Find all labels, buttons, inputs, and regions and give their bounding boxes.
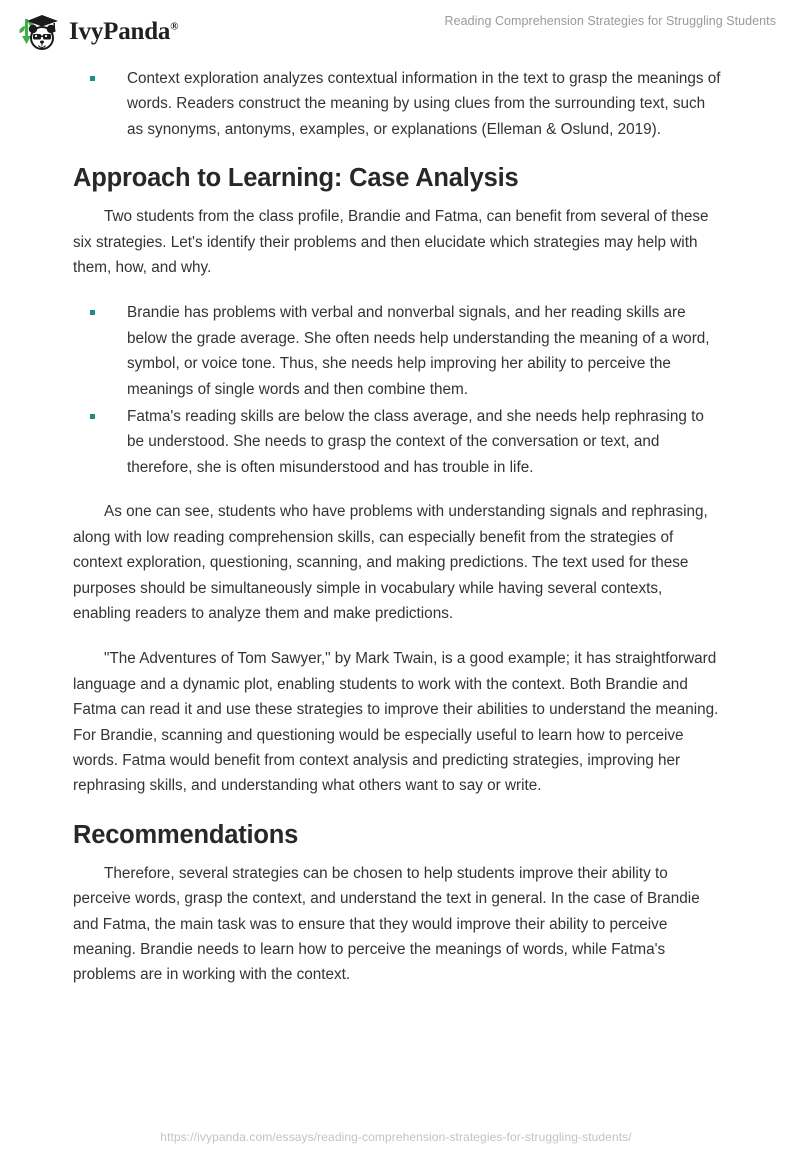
spacer <box>73 288 721 300</box>
top-bullet-list <box>73 66 721 142</box>
bullet-marker-icon <box>90 310 95 315</box>
brand-name <box>69 18 178 46</box>
document-title: Reading Comprehension Strategies for Struggling Students <box>444 14 776 28</box>
brand-logo-link[interactable] <box>16 11 178 53</box>
paragraph-tom-sawyer: "The Adventures of Tom Sawyer," by Mark Twain, is a good example; it has straightforward language and a dynamic plot, enabling students to work with the context. Both Brandie and Fatma can read it and use these strategies to improve their abilities to understand the meaning. For Brandie, scanning and questioning would be especially useful to learn how to perceive words. Fatma would benefit from context analysis and predicting strategies, improving her rephrasing skills, and understanding what others want to say or write. <box>73 650 719 795</box>
brand-name-text: IvyPanda <box>69 18 171 45</box>
footer-source-url[interactable]: https://ivypanda.com/essays/reading-comprehension-strategies-for-struggling-students/ <box>160 1130 632 1144</box>
list-item-text: Brandie has problems with verbal and nonverbal signals, and her reading skills are below the grade average. She often needs help understanding the meaning of a word, symbol, or voice tone. Thus, she needs help improving her ability to perceive the meanings of single words and then combine them. <box>127 304 710 398</box>
page-footer <box>0 1128 800 1146</box>
paragraph-recommendations: Therefore, several strategies can be chosen to help students improve their ability to perceive words, grasp the context, and understand the text in general. In the case of Brandie and Fatma, the main task was to ensure that they would improve their ability to perceive meaning. Brandie needs to learn how to perceive the meanings of words, while Fatma's problems are in working with the context. <box>73 864 700 984</box>
student-bullet-list <box>73 300 721 480</box>
list-item <box>73 404 721 480</box>
page-header <box>0 0 800 62</box>
list-item-text: Fatma's reading skills are below the class average, and she needs help rephrasing to be understood. She needs to grasp the context of the conversation or text, and therefore, she is often misunderstood and has trouble in life. <box>127 408 704 476</box>
document-content <box>73 66 721 996</box>
list-item-text: Context exploration analyzes contextual information in the text to grasp the meanings of words. Readers construct the meaning by using clues from the surrounding text, such as synonyms, antonyms, examples, or explanations (Elleman & Oslund, 2019). <box>127 70 721 138</box>
heading-approach-to-learning: Approach to Learning: Case Analysis <box>73 164 519 193</box>
list-item <box>73 300 721 402</box>
list-item <box>73 66 721 142</box>
paragraph-intro: Two students from the class profile, Brandie and Fatma, can benefit from several of these six strategies. Let's identify their problems and then elucidate which strategies may help with them, how, and why. <box>73 208 709 277</box>
bullet-marker-icon <box>90 414 95 419</box>
spacer <box>73 487 721 499</box>
spacer <box>73 634 721 646</box>
panda-graduate-logo-icon <box>16 11 62 53</box>
paragraph-strategies: As one can see, students who have problems with understanding signals and rephrasing, along with low reading comprehension skills, can especially benefit from the strategies of context exploration, questioning, scanning, and making predictions. The text used for these purposes should be simultaneously simple in vocabulary while having several contexts, enabling readers to analyze them and make predictions. <box>73 503 708 622</box>
heading-recommendations: Recommendations <box>73 820 299 849</box>
bullet-marker-icon <box>90 76 95 81</box>
registered-mark: ® <box>170 20 179 33</box>
